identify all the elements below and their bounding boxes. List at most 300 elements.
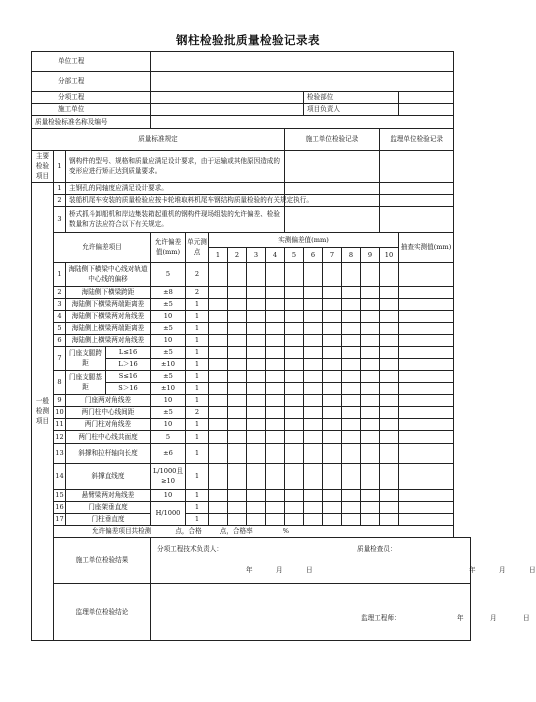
measured-cell[interactable] (361, 489, 380, 501)
unit-project-value[interactable] (151, 52, 454, 72)
deviation-row (32, 394, 471, 406)
page-title: 钢柱检验批质量检验记录表 (176, 33, 320, 47)
measured-cell[interactable] (209, 406, 228, 418)
measured-cell[interactable] (266, 262, 285, 286)
measured-cell[interactable] (209, 443, 228, 463)
main-control-construction-record[interactable] (285, 151, 380, 183)
measured-cell[interactable] (266, 513, 285, 525)
measured-cell[interactable] (228, 358, 247, 370)
measured-cell[interactable] (285, 406, 304, 418)
measured-cell[interactable] (247, 358, 266, 370)
measured-deviation-header: 实测偏差值(mm) (209, 232, 399, 247)
deviation-no: 11 (54, 418, 66, 430)
deviation-name: 门座支腿基距 (66, 370, 106, 394)
measured-cell[interactable] (304, 406, 323, 418)
spot-check-cell[interactable] (399, 394, 454, 406)
measured-cell[interactable] (380, 322, 399, 334)
main-control-supervision-record[interactable] (380, 151, 454, 183)
measured-cell[interactable] (342, 513, 361, 525)
measure-col-1: 1 (209, 247, 228, 262)
measured-cell[interactable] (361, 443, 380, 463)
measured-cell[interactable] (209, 418, 228, 430)
measured-cell[interactable] (285, 358, 304, 370)
deviation-row (32, 443, 471, 463)
measured-cell[interactable] (304, 394, 323, 406)
allowed-value: 10 (151, 394, 186, 406)
measured-cell[interactable] (323, 370, 342, 382)
measured-cell[interactable] (228, 463, 247, 489)
measured-cell[interactable] (209, 382, 228, 394)
measured-cell[interactable] (304, 262, 323, 286)
spot-check-cell[interactable] (399, 430, 454, 443)
measured-cell[interactable] (380, 298, 399, 310)
sub-item-value[interactable] (151, 92, 304, 104)
measured-cell[interactable] (323, 406, 342, 418)
measured-cell[interactable] (247, 310, 266, 322)
measured-cell[interactable] (285, 394, 304, 406)
measured-cell[interactable] (247, 489, 266, 501)
spot-check-cell[interactable] (399, 286, 454, 298)
measured-cell[interactable] (361, 382, 380, 394)
inspection-part-label: 检验部位 (304, 92, 399, 104)
deviation-no: 3 (54, 298, 66, 310)
measured-cell[interactable] (342, 358, 361, 370)
deviation-row (32, 418, 471, 430)
unit-points: 1 (186, 394, 209, 406)
general-req-text: 主钢孔的同轴度应满足设计要求。 (66, 182, 285, 194)
measured-cell[interactable] (380, 430, 399, 443)
measured-cell[interactable] (304, 418, 323, 430)
deviation-row (32, 463, 471, 489)
measured-cell[interactable] (323, 358, 342, 370)
deviation-no: 6 (54, 334, 66, 346)
measured-cell[interactable] (342, 298, 361, 310)
measured-cell[interactable] (380, 489, 399, 501)
measured-cell[interactable] (228, 382, 247, 394)
measured-cell[interactable] (380, 370, 399, 382)
deviation-row (32, 286, 471, 298)
measured-cell[interactable] (323, 262, 342, 286)
deviation-row (32, 346, 471, 358)
measured-cell[interactable] (361, 513, 380, 525)
sub-project-value[interactable] (151, 72, 454, 92)
measured-cell[interactable] (342, 382, 361, 394)
measured-cell[interactable] (228, 322, 247, 334)
spot-check-cell[interactable] (399, 322, 454, 334)
measured-cell[interactable] (209, 358, 228, 370)
measured-cell[interactable] (209, 489, 228, 501)
measured-cell[interactable] (304, 463, 323, 489)
spot-check-cell[interactable] (399, 463, 454, 489)
measured-cell[interactable] (380, 463, 399, 489)
measured-cell[interactable] (247, 262, 266, 286)
measured-cell[interactable] (247, 322, 266, 334)
inspection-part-value[interactable] (399, 92, 454, 104)
measured-cell[interactable] (304, 513, 323, 525)
project-manager-label: 项目负责人 (304, 104, 399, 116)
measured-cell[interactable] (228, 310, 247, 322)
measured-cell[interactable] (247, 346, 266, 358)
measured-cell[interactable] (247, 394, 266, 406)
measured-cell[interactable] (285, 382, 304, 394)
measured-cell[interactable] (285, 322, 304, 334)
deviation-no: 16 (54, 501, 66, 513)
deviation-name: 门座两对角线差 (66, 394, 151, 406)
measured-cell[interactable] (380, 443, 399, 463)
measured-cell[interactable] (380, 418, 399, 430)
date-month: 月 (276, 565, 283, 574)
sub-item-row (32, 92, 471, 104)
measured-cell[interactable] (342, 406, 361, 418)
measured-cell[interactable] (323, 298, 342, 310)
spot-check-cell[interactable] (399, 262, 454, 286)
construction-unit-row (32, 104, 471, 116)
measured-cell[interactable] (247, 370, 266, 382)
measured-cell[interactable] (304, 501, 323, 513)
measured-cell[interactable] (285, 298, 304, 310)
allowed-value: 5 (151, 430, 186, 443)
measure-col-10: 10 (380, 247, 399, 262)
general-req-supervision-record[interactable] (380, 194, 454, 206)
general-req-construction-record[interactable] (285, 206, 380, 232)
measured-cell[interactable] (304, 443, 323, 463)
deviation-no: 13 (54, 443, 66, 463)
spot-check-cell[interactable] (399, 418, 454, 430)
measured-cell[interactable] (209, 513, 228, 525)
measured-cell[interactable] (361, 370, 380, 382)
measured-cell[interactable] (247, 382, 266, 394)
measured-cell[interactable] (380, 334, 399, 346)
measured-cell[interactable] (266, 406, 285, 418)
general-req-row (32, 182, 471, 194)
measured-cell[interactable] (380, 382, 399, 394)
measured-cell[interactable] (266, 382, 285, 394)
measured-cell[interactable] (380, 310, 399, 322)
measured-cell[interactable] (266, 501, 285, 513)
measured-cell[interactable] (285, 463, 304, 489)
measured-cell[interactable] (304, 286, 323, 298)
deviation-no: 15 (54, 489, 66, 501)
deviation-no: 9 (54, 394, 66, 406)
unit-points: 1 (186, 334, 209, 346)
measured-cell[interactable] (228, 501, 247, 513)
measured-cell[interactable] (361, 430, 380, 443)
spot-check-cell[interactable] (399, 358, 454, 370)
measured-cell[interactable] (228, 418, 247, 430)
engineer-label: 监理工程师： (361, 613, 401, 622)
measured-cell[interactable] (323, 394, 342, 406)
deviation-row (32, 334, 471, 346)
spot-check-cell[interactable] (399, 513, 454, 525)
spot-check-cell[interactable] (399, 382, 454, 394)
measured-cell[interactable] (247, 298, 266, 310)
deviation-row (32, 370, 471, 382)
measured-cell[interactable] (266, 489, 285, 501)
measured-cell[interactable] (361, 463, 380, 489)
measured-cell[interactable] (209, 334, 228, 346)
measured-cell[interactable] (285, 430, 304, 443)
measured-cell[interactable] (342, 286, 361, 298)
deviation-name: 悬臂梁两对角线差 (66, 489, 151, 501)
unit-points: 1 (186, 346, 209, 358)
measured-cell[interactable] (304, 346, 323, 358)
measured-cell[interactable] (323, 443, 342, 463)
measured-cell[interactable] (228, 370, 247, 382)
allowed-value: ±10 (151, 358, 186, 370)
measured-cell[interactable] (209, 346, 228, 358)
measured-cell[interactable] (247, 418, 266, 430)
date-year: 年 (246, 565, 253, 574)
measured-cell[interactable] (266, 286, 285, 298)
spot-check-cell[interactable] (399, 501, 454, 513)
measured-cell[interactable] (304, 430, 323, 443)
measured-cell[interactable] (342, 489, 361, 501)
date-year: 年 (469, 565, 476, 574)
measured-cell[interactable] (285, 418, 304, 430)
deviation-name: 两门柱中心线共面度 (66, 430, 151, 443)
measured-cell[interactable] (304, 310, 323, 322)
measured-cell[interactable] (323, 418, 342, 430)
measured-cell[interactable] (342, 463, 361, 489)
measured-cell[interactable] (247, 430, 266, 443)
measure-col-7: 7 (323, 247, 342, 262)
construction-record-header: 施工单位检验记录 (285, 129, 380, 151)
measured-cell[interactable] (342, 443, 361, 463)
measured-cell[interactable] (304, 370, 323, 382)
measured-cell[interactable] (247, 406, 266, 418)
measured-cell[interactable] (228, 346, 247, 358)
measured-cell[interactable] (209, 501, 228, 513)
allowed-value: ±5 (151, 370, 186, 382)
deviation-name: 海陆侧下横梁跨距 (66, 286, 151, 298)
measured-cell[interactable] (228, 298, 247, 310)
standard-column-header: 质量标准规定 (32, 129, 285, 151)
summary-label: 允许偏差项目共检测 (92, 527, 152, 536)
general-req-construction-record[interactable] (285, 182, 380, 194)
measured-cell[interactable] (323, 382, 342, 394)
measured-cell[interactable] (285, 346, 304, 358)
measured-cell[interactable] (285, 262, 304, 286)
unit-points: 1 (186, 358, 209, 370)
measured-cell[interactable] (247, 443, 266, 463)
measured-cell[interactable] (209, 310, 228, 322)
measured-cell[interactable] (247, 286, 266, 298)
measured-cell[interactable] (266, 394, 285, 406)
measured-cell[interactable] (247, 334, 266, 346)
measured-cell[interactable] (380, 406, 399, 418)
measured-cell[interactable] (304, 489, 323, 501)
measured-cell[interactable] (323, 489, 342, 501)
measured-cell[interactable] (323, 430, 342, 443)
measured-cell[interactable] (228, 394, 247, 406)
unit-points: 2 (186, 406, 209, 418)
measured-cell[interactable] (380, 346, 399, 358)
measured-cell[interactable] (361, 298, 380, 310)
measured-cell[interactable] (361, 501, 380, 513)
measured-cell[interactable] (266, 310, 285, 322)
general-req-supervision-record[interactable] (380, 206, 454, 232)
standard-name-value[interactable] (151, 116, 454, 129)
measured-cell[interactable] (361, 406, 380, 418)
measured-cell[interactable] (361, 394, 380, 406)
measured-cell[interactable] (304, 298, 323, 310)
measured-cell[interactable] (361, 262, 380, 286)
measure-col-5: 5 (285, 247, 304, 262)
measured-cell[interactable] (361, 358, 380, 370)
measured-cell[interactable] (323, 322, 342, 334)
project-manager-value[interactable] (399, 104, 454, 116)
measured-cell[interactable] (342, 310, 361, 322)
measured-cell[interactable] (285, 443, 304, 463)
measured-cell[interactable] (209, 262, 228, 286)
unit-points: 1 (186, 298, 209, 310)
measured-cell[interactable] (342, 418, 361, 430)
measured-cell[interactable] (266, 443, 285, 463)
measured-cell[interactable] (323, 310, 342, 322)
measured-cell[interactable] (285, 513, 304, 525)
measured-cell[interactable] (380, 358, 399, 370)
measured-cell[interactable] (228, 513, 247, 525)
measured-cell[interactable] (266, 322, 285, 334)
standard-name-row (32, 116, 471, 129)
measured-cell[interactable] (361, 286, 380, 298)
measured-cell[interactable] (323, 463, 342, 489)
deviation-name: 海陆侧上横梁两端距离差 (66, 322, 151, 334)
deviation-name: 门座支腿跨距 (66, 346, 106, 370)
deviation-no: 7 (54, 346, 66, 370)
tech-lead-label: 分项工程技术负责人： (157, 544, 223, 553)
deviation-no: 2 (54, 286, 66, 298)
measured-cell[interactable] (228, 334, 247, 346)
measured-cell[interactable] (342, 334, 361, 346)
measured-cell[interactable] (361, 346, 380, 358)
deviation-name: 两门柱中心线间距 (66, 406, 151, 418)
measured-cell[interactable] (247, 463, 266, 489)
measured-cell[interactable] (361, 322, 380, 334)
measured-cell[interactable] (361, 334, 380, 346)
measured-cell[interactable] (285, 489, 304, 501)
deviation-header-row (32, 232, 471, 247)
supervision-result-area[interactable] (151, 583, 530, 640)
measured-cell[interactable] (342, 262, 361, 286)
measured-cell[interactable] (323, 513, 342, 525)
measured-cell[interactable] (285, 334, 304, 346)
measured-cell[interactable] (304, 358, 323, 370)
measured-cell[interactable] (304, 382, 323, 394)
measured-cell[interactable] (285, 501, 304, 513)
measured-cell[interactable] (266, 370, 285, 382)
deviation-name: 两门柱对角线差 (66, 418, 151, 430)
measured-cell[interactable] (285, 370, 304, 382)
allowed-value: L/1000且≥10 (151, 463, 186, 489)
measure-col-2: 2 (228, 247, 247, 262)
measured-cell[interactable] (209, 430, 228, 443)
measured-cell[interactable] (342, 370, 361, 382)
unit-points: 1 (186, 418, 209, 430)
measured-cell[interactable] (285, 286, 304, 298)
date-year: 年 (457, 613, 464, 622)
measured-cell[interactable] (228, 262, 247, 286)
measured-cell[interactable] (323, 501, 342, 513)
measured-cell[interactable] (228, 489, 247, 501)
measured-cell[interactable] (380, 262, 399, 286)
measured-cell[interactable] (266, 430, 285, 443)
measured-cell[interactable] (266, 358, 285, 370)
measured-cell[interactable] (323, 286, 342, 298)
spot-check-cell[interactable] (399, 406, 454, 418)
date-month: 月 (499, 565, 506, 574)
measured-cell[interactable] (247, 513, 266, 525)
measured-cell[interactable] (380, 501, 399, 513)
measured-cell[interactable] (323, 334, 342, 346)
measure-col-4: 4 (266, 247, 285, 262)
spot-check-cell[interactable] (399, 346, 454, 358)
deviation-no: 5 (54, 322, 66, 334)
measured-cell[interactable] (342, 394, 361, 406)
measured-cell[interactable] (266, 298, 285, 310)
measured-cell[interactable] (361, 310, 380, 322)
measured-cell[interactable] (228, 406, 247, 418)
measured-cell[interactable] (228, 286, 247, 298)
measured-cell[interactable] (304, 334, 323, 346)
measured-cell[interactable] (209, 370, 228, 382)
measured-cell[interactable] (228, 430, 247, 443)
measured-cell[interactable] (323, 346, 342, 358)
measured-cell[interactable] (266, 418, 285, 430)
measured-cell[interactable] (380, 286, 399, 298)
main-control-label: 主要检验项目 (32, 151, 54, 183)
measured-cell[interactable] (342, 501, 361, 513)
spot-check-cell[interactable] (399, 310, 454, 322)
measured-cell[interactable] (209, 463, 228, 489)
spot-check-cell[interactable] (399, 370, 454, 382)
measured-cell[interactable] (285, 310, 304, 322)
measured-cell[interactable] (228, 443, 247, 463)
measured-cell[interactable] (266, 346, 285, 358)
construction-result-area[interactable] (151, 537, 536, 583)
deviation-row (32, 262, 471, 286)
spot-check-cell[interactable] (399, 334, 454, 346)
measured-cell[interactable] (380, 513, 399, 525)
measured-cell[interactable] (342, 430, 361, 443)
spot-check-cell[interactable] (399, 298, 454, 310)
supervision-record-header: 监理单位检验记录 (380, 129, 454, 151)
measured-cell[interactable] (304, 322, 323, 334)
general-req-no: 2 (54, 194, 66, 206)
measured-cell[interactable] (342, 346, 361, 358)
measured-cell[interactable] (209, 322, 228, 334)
measured-cell[interactable] (209, 286, 228, 298)
deviation-name: 海陆侧上横梁两对角线差 (66, 334, 151, 346)
general-req-supervision-record[interactable] (380, 182, 454, 194)
construction-unit-value[interactable] (151, 104, 304, 116)
summary-cell (54, 525, 454, 537)
measured-cell[interactable] (209, 298, 228, 310)
date-day: 日 (306, 565, 313, 574)
measured-cell[interactable] (266, 334, 285, 346)
spot-check-cell[interactable] (399, 443, 454, 463)
measured-cell[interactable] (209, 394, 228, 406)
measured-cell[interactable] (342, 322, 361, 334)
allowed-deviation-header: 允许偏差值(mm) (151, 232, 186, 262)
measured-cell[interactable] (266, 463, 285, 489)
measured-cell[interactable] (247, 501, 266, 513)
measured-cell[interactable] (380, 394, 399, 406)
spot-check-cell[interactable] (399, 489, 454, 501)
deviation-condition: L≤16 (106, 346, 151, 358)
general-items-label: 一般检测项目 (32, 182, 54, 640)
measured-cell[interactable] (361, 418, 380, 430)
